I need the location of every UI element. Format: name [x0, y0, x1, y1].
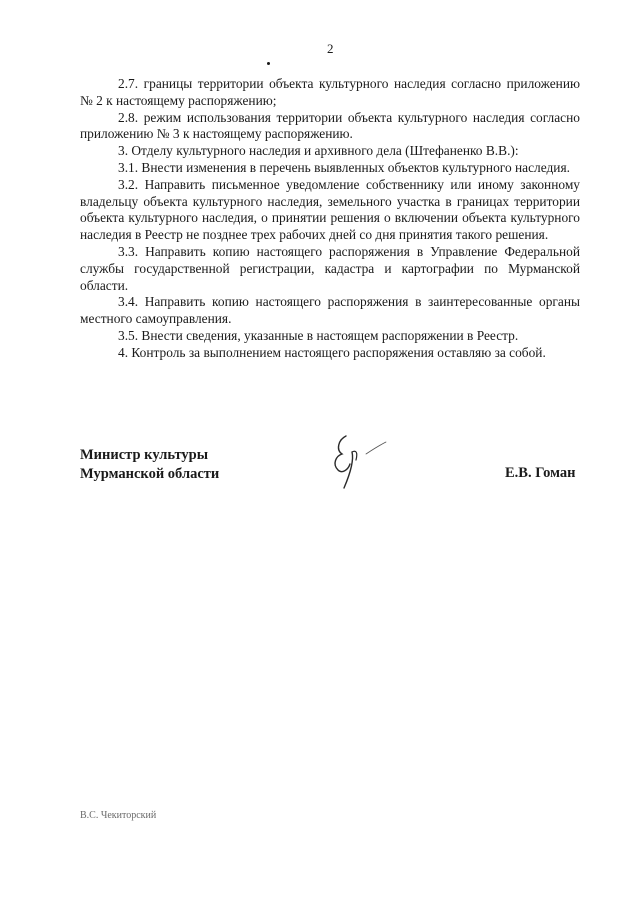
scan-speck: [267, 62, 270, 65]
paragraph-3-2: 3.2. Направить письменное уведомление собственнику или иному законному владельцу объекта культурного наследия, земельного участка в границах территории объекта культурного наследия, о принятии решения о включении объекта культурного наследия в Реестр не позднее трех рабочих дней со дня принятия такого решения.: [80, 176, 580, 243]
paragraph-2-8: 2.8. режим использования территории объекта культурного наследия согласно приложению № 3 к настоящему распоряжению.: [80, 109, 580, 142]
paragraph-2-7: 2.7. границы территории объекта культурного наследия согласно приложению № 2 к настоящему распоряжению;: [80, 76, 580, 108]
paragraph-3-4: 3.4. Направить копию настоящего распоряжения в заинтересованные органы местного самоуправления.: [80, 294, 580, 327]
signatory-position: [80, 446, 219, 484]
paragraph-3-1: 3.1. Внести изменения в перечень выявленных объектов культурного наследия.: [118, 159, 570, 175]
executor-name: В.С. Чекиторский: [80, 810, 157, 821]
paragraph-3-3: 3.3. Направить копию настоящего распоряжения в Управление Федеральной службы государственной регистрации, кадастра и картографии по Мурманской области.: [80, 243, 580, 293]
signatory-position-line2: Мурманской области: [80, 466, 220, 482]
signatory-name: Е.В. Гоман: [505, 465, 576, 481]
paragraph-3-5: 3.5. Внести сведения, указанные в настоящем распоряжении в Реестр.: [118, 327, 519, 343]
paragraph-3: 3. Отделу культурного наследия и архивного дела (Штефаненко В.В.):: [118, 143, 519, 159]
signatory-position-line1: Министр культуры: [80, 447, 209, 463]
document-body: [80, 76, 580, 362]
paragraph-4: 4. Контроль за выполнением настоящего распоряжения оставляю за собой.: [118, 344, 546, 360]
page-number: 2: [327, 41, 334, 56]
handwritten-signature-icon: [330, 430, 390, 494]
